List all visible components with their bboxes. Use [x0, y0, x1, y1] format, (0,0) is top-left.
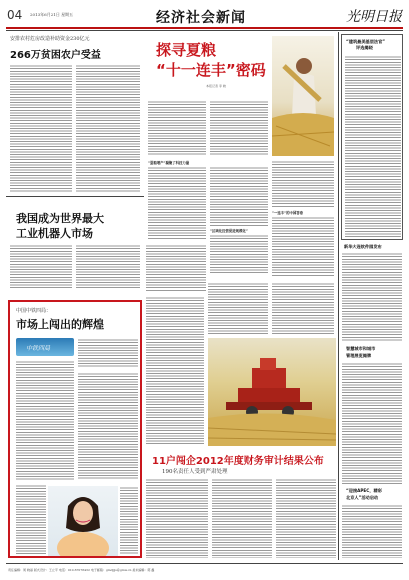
audit-headline: 11户闯企2012年度财务审计结果公布 — [152, 456, 324, 467]
main-sub2: “区域化经营促进规模化” — [210, 229, 248, 233]
right-item2-line2: 管理展览揭牌 — [346, 353, 372, 358]
column-divider — [338, 32, 339, 560]
body-text-block — [148, 100, 206, 156]
divider — [6, 196, 144, 197]
body-text-block — [342, 252, 402, 342]
harvester-illustration — [208, 338, 336, 446]
farmer-illustration — [272, 36, 334, 156]
farmer-photo — [272, 36, 334, 156]
masthead-rule — [6, 27, 403, 29]
main-sub1: “夏粮增产”凝聚了科技力量 — [148, 161, 190, 165]
masthead-rule-thin — [6, 30, 403, 31]
body-text-block — [272, 282, 334, 334]
page-number: 04 — [7, 8, 23, 22]
story-headline: 266万贫困农户受益 — [10, 50, 101, 61]
body-text-block — [212, 478, 272, 558]
body-text-block — [10, 244, 72, 290]
body-text-block — [16, 360, 74, 480]
feature-box — [8, 300, 142, 558]
footer-rule — [6, 563, 403, 564]
footer-text: 责任编辑：周 晓丽 版式设计：王立平 电话：010-67078432 电子邮箱：gmdjjjs@gmw.cn 美术编辑：郭 鑫 — [8, 568, 155, 572]
date-line: 2013年6月21日 星期五 — [30, 12, 74, 17]
body-text-block — [342, 362, 402, 484]
right-box-title-1: “建筑最美基层法官” — [346, 39, 386, 44]
main-headline-line2: “十一连丰”密码 — [156, 61, 266, 79]
body-text-block — [208, 282, 268, 334]
right-item3-line2: 北京人”活动启动 — [346, 495, 379, 500]
logo: 光明日报 — [346, 9, 402, 25]
section-title: 经济社会新闻 — [156, 10, 246, 26]
body-text-block — [272, 160, 334, 208]
top-left-story — [6, 34, 144, 192]
audit-subheadline: 190名责任人受到严肃处理 — [162, 469, 228, 475]
body-text-block — [120, 486, 138, 554]
body-text-block — [345, 55, 401, 237]
body-text-block — [146, 478, 208, 558]
right-box-title-2: 评选揭晓 — [356, 45, 373, 50]
body-text-block — [210, 166, 268, 226]
body-text-block — [146, 244, 206, 292]
body-text-block — [148, 166, 206, 240]
feature-headline: 市场上闯出的辉煌 — [16, 318, 104, 331]
body-text-block — [76, 244, 140, 290]
body-text-block — [146, 296, 204, 444]
portrait-illustration — [48, 486, 118, 556]
robot-headline-line1: 我国成为世界最大 — [16, 212, 104, 225]
body-text-block — [276, 478, 336, 558]
story-kicker: 安排农村危房改造补助资金230亿元 — [10, 36, 90, 42]
feature-badge — [16, 338, 74, 356]
masthead — [0, 0, 409, 28]
right-box — [341, 34, 403, 240]
main-sub3: “一连丰”的中国答卷 — [272, 211, 304, 215]
robot-story — [6, 200, 144, 292]
feature-kicker: 中国中铁四局： — [16, 308, 52, 314]
body-text-block — [10, 64, 72, 192]
right-item-title: 新华大连软件园发布 — [344, 244, 382, 249]
body-text-block — [210, 234, 268, 274]
body-text-block — [210, 100, 268, 156]
body-text-block — [272, 216, 334, 276]
right-item2-line1: 智慧城市和城市 — [346, 346, 376, 351]
woman-photo — [48, 486, 118, 556]
body-text-block — [76, 64, 140, 192]
right-item3-line1: “迎接APEC，精彩 — [346, 488, 382, 493]
body-text-block — [78, 338, 138, 368]
main-headline-line1: 探寻夏粮 — [156, 41, 217, 59]
main-reporter: 本报记者 李 晓 — [206, 84, 226, 88]
harvester-photo — [208, 338, 336, 446]
body-text-block — [78, 372, 138, 480]
robot-headline-line2: 工业机器人市场 — [16, 227, 93, 240]
body-text-block — [16, 484, 46, 554]
feature-badge-text: 中铁四局 — [26, 345, 51, 352]
body-text-block — [342, 504, 402, 558]
